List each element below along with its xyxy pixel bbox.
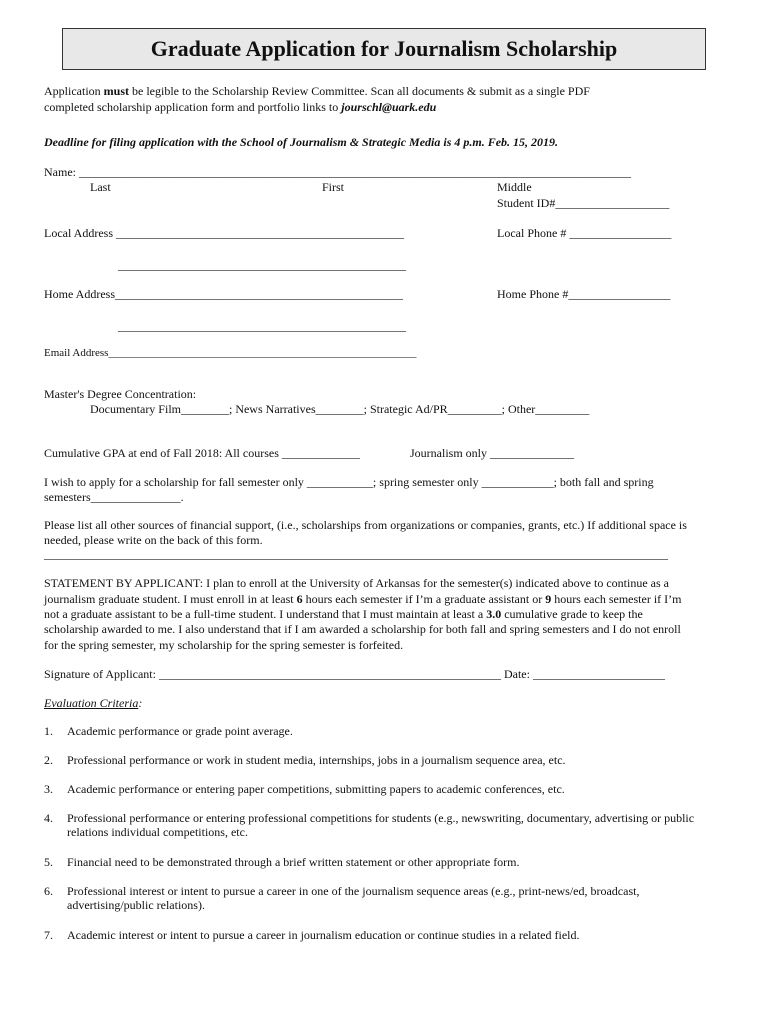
criteria-item-text: Professional interest or intent to pursue a career in one of the journalism sequence areas (e.g., print-news/ed, broadcast, xyxy=(67,884,640,898)
email-address-field[interactable]: Email Address________________________________________________________ xyxy=(44,347,417,359)
semester-choice-line1[interactable]: I wish to apply for a scholarship for fall semester only ___________; spring semester only ____________; both fall and spring xyxy=(44,475,654,489)
statement-line2-b: hours each semester if I’m a graduate assistant or xyxy=(302,592,546,606)
student-id-field[interactable]: Student ID#___________________ xyxy=(497,196,670,210)
statement-line3-b: cumulative grade to keep the xyxy=(501,607,643,621)
statement-line3 xyxy=(44,607,643,622)
statement-line4: scholarship awarded to me. I also understand that if I am awarded a scholarship for both fall and spring semesters and I do not enroll xyxy=(44,622,681,636)
criteria-item-text: Academic interest or intent to pursue a career in journalism education or continue studies in a related field. xyxy=(67,928,580,942)
intro-must: must xyxy=(103,84,129,98)
home-phone-field[interactable]: Home Phone #_________________ xyxy=(497,287,671,301)
criteria-heading-text: Evaluation Criteria xyxy=(44,696,139,710)
other-support-line1: Please list all other sources of financial support, (i.e., scholarships from organizations or companies, grants, etc.) If additional space is xyxy=(44,518,687,532)
home-address-field[interactable]: Home Address________________________________________________ xyxy=(44,287,403,301)
name-middle-label: Middle xyxy=(497,180,532,194)
statement-line3-a: not a graduate assistant to be a full-time student. I understand that I must maintain at least a xyxy=(44,607,487,621)
intro-text xyxy=(44,83,590,115)
other-support-line2: needed, please write on the back of this form. xyxy=(44,533,263,547)
intro-line1-post: be legible to the Scholarship Review Committee. Scan all documents & submit as a single PDF xyxy=(129,84,590,98)
criteria-item-text: Professional performance or entering professional competitions for students (e.g., newswriting, documentary, advertising or public xyxy=(67,811,695,825)
criteria-item-number: 7. xyxy=(44,928,53,942)
email-link[interactable]: jourschl@uark.edu xyxy=(341,100,437,114)
criteria-item-text: Professional performance or work in student media, internships, jobs in a journalism sequence area, etc. xyxy=(67,753,566,767)
intro-line1-pre: Application xyxy=(44,84,104,98)
criteria-item-text: Academic performance or entering paper competitions, submitting papers to academic conferences, etc. xyxy=(67,782,565,796)
statement-gpa: 3.0 xyxy=(486,607,502,621)
title-box xyxy=(62,28,706,70)
criteria-item-number: 3. xyxy=(44,782,53,796)
statement-line5: for the spring semester, my scholarship for the spring semester is forfeited. xyxy=(44,638,404,652)
concentration-label: Master's Degree Concentration: xyxy=(44,387,197,401)
name-field[interactable]: Name: ____________________________________________________________________________________________ xyxy=(44,165,631,179)
criteria-item-number: 6. xyxy=(44,884,53,898)
criteria-item-text-continued: relations individual competitions, etc. xyxy=(67,825,248,839)
criteria-item-number: 1. xyxy=(44,724,53,738)
semester-choice-line2[interactable]: semesters_______________. xyxy=(44,490,184,504)
statement-line2-c: hours each semester if I’m xyxy=(551,592,682,606)
gpa-all-courses-field[interactable]: Cumulative GPA at end of Fall 2018: All courses _____________ xyxy=(44,446,360,460)
criteria-item-text: Academic performance or grade point average. xyxy=(67,724,293,738)
criteria-heading xyxy=(44,696,142,711)
home-address-line2[interactable]: ________________________________________________ xyxy=(118,319,406,333)
criteria-item-text: Financial need to be demonstrated through a brief written statement or other appropriate form. xyxy=(67,855,520,869)
name-first-label: First xyxy=(322,180,345,194)
signature-date-field[interactable]: Signature of Applicant: _________________________________________________________ Date: ______________________ xyxy=(44,667,665,681)
criteria-item-number: 2. xyxy=(44,753,53,767)
page-title: Graduate Application for Journalism Scholarship xyxy=(150,36,618,61)
intro-line2-pre: completed scholarship application form and portfolio links to xyxy=(44,100,342,114)
statement-line2-a: journalism graduate student. I must enroll in at least xyxy=(44,592,297,606)
statement-line1: STATEMENT BY APPLICANT: I plan to enroll at the University of Arkansas for the semester(s) indicated above to continue as a xyxy=(44,576,669,590)
local-address-line2[interactable]: ________________________________________________ xyxy=(118,258,406,272)
criteria-heading-colon: : xyxy=(138,696,143,710)
statement-six-hours: 6 xyxy=(296,592,303,606)
gpa-journalism-field[interactable]: Journalism only ______________ xyxy=(410,446,574,460)
name-last-label: Last xyxy=(90,180,111,194)
deadline-text: Deadline for filing application with the School of Journalism & Strategic Media is 4 p.m. Feb. 15, 2019. xyxy=(44,135,559,149)
criteria-item-number: 4. xyxy=(44,811,53,825)
statement-nine-hours: 9 xyxy=(545,592,552,606)
criteria-item-text-continued: advertising/public relations). xyxy=(67,898,205,912)
concentration-options[interactable]: Documentary Film________; News Narratives________; Strategic Ad/PR_________; Other_________ xyxy=(90,402,590,416)
statement-line2 xyxy=(44,592,681,607)
local-phone-field[interactable]: Local Phone # _________________ xyxy=(497,226,672,240)
criteria-item-number: 5. xyxy=(44,855,53,869)
other-support-rule[interactable]: ________________________________________________________________________________________________________ xyxy=(44,547,668,561)
local-address-field[interactable]: Local Address ________________________________________________ xyxy=(44,226,404,240)
